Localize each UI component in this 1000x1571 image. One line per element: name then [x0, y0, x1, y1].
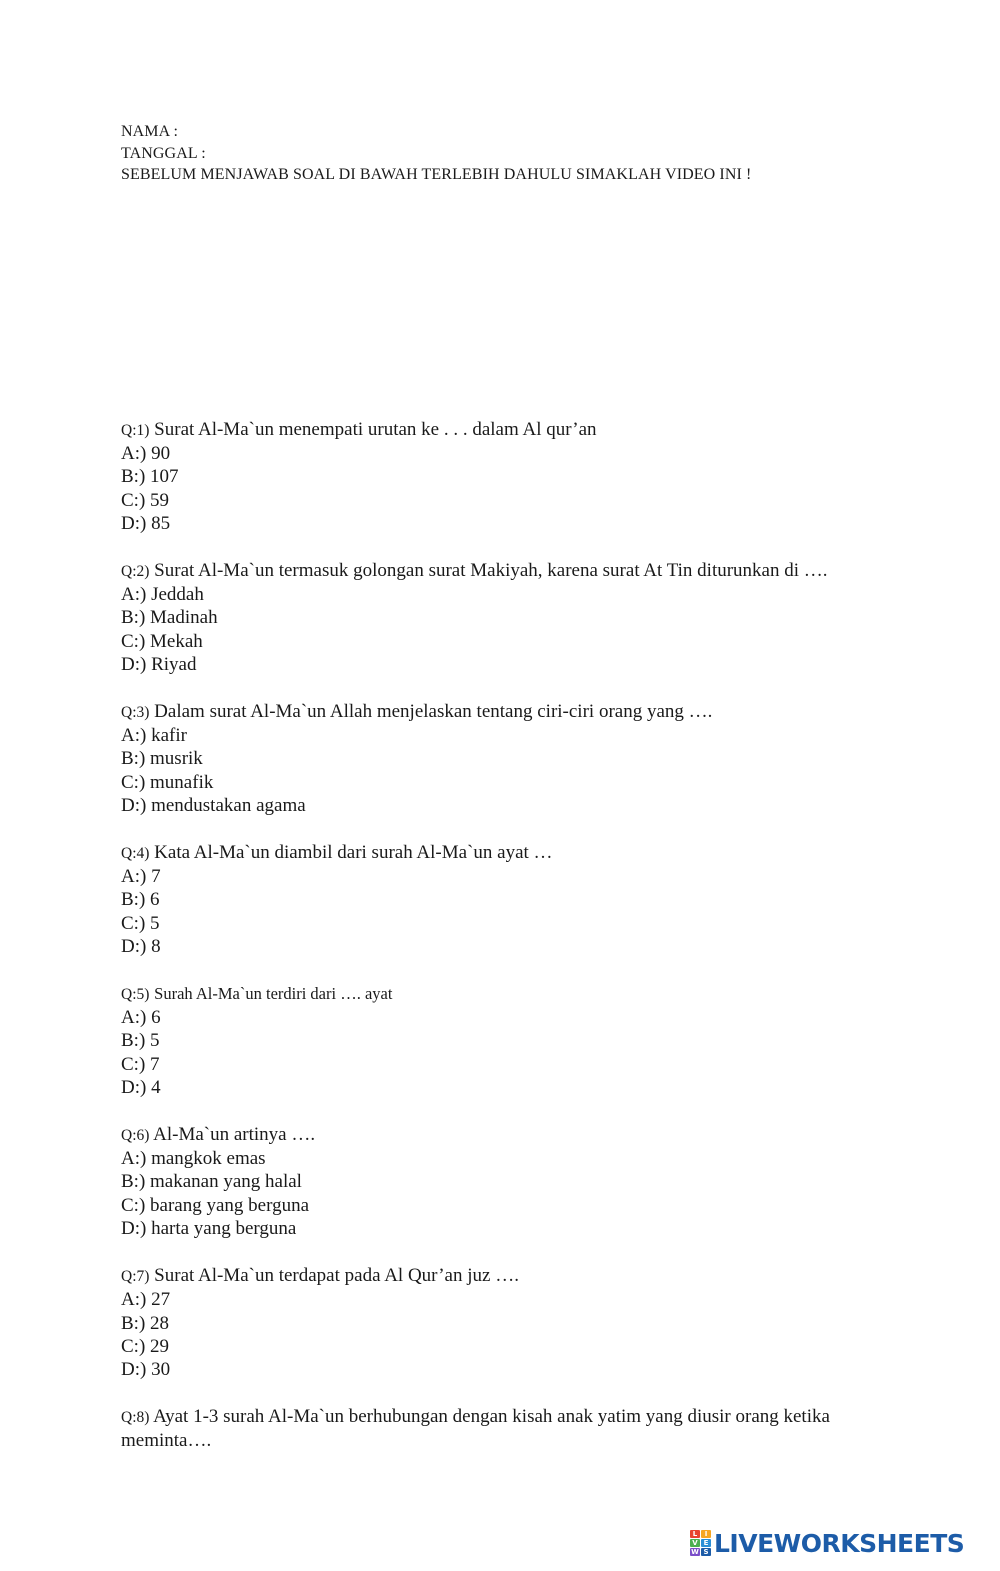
- logo-text: LIVEWORKSHEETS: [714, 1528, 965, 1558]
- question-4: [121, 841, 891, 958]
- question-text: Ayat 1-3 surah Al-Ma`un berhubungan dengan kisah anak yatim yang diusir orang ketika meminta….: [121, 1406, 830, 1452]
- option-b[interactable]: B:) 28: [121, 1312, 170, 1334]
- logo-tile: V: [690, 1539, 700, 1547]
- option-d[interactable]: D:) 4: [121, 1076, 161, 1098]
- question-3: [121, 700, 891, 817]
- option-b[interactable]: B:) 5: [121, 1030, 160, 1052]
- option-c[interactable]: C:) 29: [121, 1335, 170, 1357]
- question-6: [121, 1123, 891, 1240]
- option-a[interactable]: A:) mangkok emas: [121, 1148, 266, 1170]
- question-number: Q:6): [121, 1127, 150, 1145]
- question-5: [121, 982, 891, 1099]
- logo-tile: I: [701, 1530, 711, 1538]
- name-label: NAMA :: [121, 123, 179, 140]
- question-list: [121, 418, 891, 1477]
- question-number: Q:8): [121, 1409, 150, 1427]
- logo-tile: L: [690, 1530, 700, 1538]
- option-d[interactable]: D:) harta yang berguna: [121, 1217, 297, 1239]
- option-c[interactable]: C:) 59: [121, 489, 170, 511]
- date-label: TANGGAL :: [121, 144, 206, 162]
- option-c[interactable]: C:) barang yang berguna: [121, 1194, 310, 1216]
- option-d[interactable]: D:) 85: [121, 512, 171, 534]
- option-d[interactable]: D:) mendustakan agama: [121, 794, 306, 816]
- question-text: Surat Al-Ma`un menempati urutan ke . . . dalam Al qur’an: [154, 419, 597, 440]
- question-text: Surah Al-Ma`un terdiri dari …. ayat: [154, 984, 393, 1004]
- option-c[interactable]: C:) 5: [121, 912, 160, 934]
- option-d[interactable]: D:) 30: [121, 1358, 171, 1380]
- logo-tile: E: [701, 1539, 711, 1547]
- question-text: Al-Ma`un artinya ….: [153, 1124, 316, 1146]
- option-a[interactable]: A:) 90: [121, 443, 171, 465]
- option-b[interactable]: B:) musrik: [121, 748, 203, 770]
- option-c[interactable]: C:) 7: [121, 1053, 160, 1075]
- option-d[interactable]: D:) 8: [121, 935, 161, 957]
- logo-tile: W: [691, 1548, 699, 1556]
- question-number: Q:5): [121, 986, 150, 1004]
- question-number: Q:7): [121, 1268, 150, 1286]
- question-7: [121, 1264, 891, 1381]
- option-c[interactable]: C:) Mekah: [121, 630, 203, 652]
- question-number: Q:3): [121, 704, 150, 722]
- option-c[interactable]: C:) munafik: [121, 771, 214, 793]
- question-2: [121, 559, 891, 676]
- option-d[interactable]: D:) Riyad: [121, 653, 197, 675]
- question-text: Dalam surat Al-Ma`un Allah menjelaskan tentang ciri-ciri orang yang ….: [154, 701, 713, 723]
- option-b[interactable]: B:) 107: [121, 466, 179, 488]
- question-number: Q:4): [121, 845, 150, 863]
- logo-tile: S: [701, 1548, 711, 1556]
- instruction-text: SEBELUM MENJAWAB SOAL DI BAWAH TERLEBIH DAHULU SIMAKLAH VIDEO INI !: [121, 166, 752, 183]
- question-text: Surat Al-Ma`un termasuk golongan surat Makiyah, karena surat At Tin diturunkan di ….: [154, 560, 828, 582]
- option-a[interactable]: A:) Jeddah: [121, 584, 204, 606]
- question-text: Surat Al-Ma`un terdapat pada Al Qur’an juz ….: [154, 1265, 519, 1287]
- option-a[interactable]: A:) 7: [121, 866, 161, 888]
- option-b[interactable]: B:) makanan yang halal: [121, 1171, 302, 1193]
- question-1: [121, 418, 891, 535]
- question-8: [121, 1405, 891, 1452]
- liveworksheets-logo: [690, 1527, 964, 1559]
- option-b[interactable]: B:) 6: [121, 889, 160, 911]
- liveworksheets-logo-icon: [690, 1530, 711, 1556]
- option-a[interactable]: A:) kafir: [121, 725, 187, 747]
- question-number: Q:1): [121, 422, 150, 439]
- option-b[interactable]: B:) Madinah: [121, 607, 218, 629]
- option-a[interactable]: A:) 27: [121, 1289, 171, 1311]
- question-text: Kata Al-Ma`un diambil dari surah Al-Ma`un ayat …: [154, 842, 553, 864]
- question-number: Q:2): [121, 563, 150, 581]
- option-a[interactable]: A:) 6: [121, 1007, 161, 1029]
- worksheet-header: [121, 121, 751, 186]
